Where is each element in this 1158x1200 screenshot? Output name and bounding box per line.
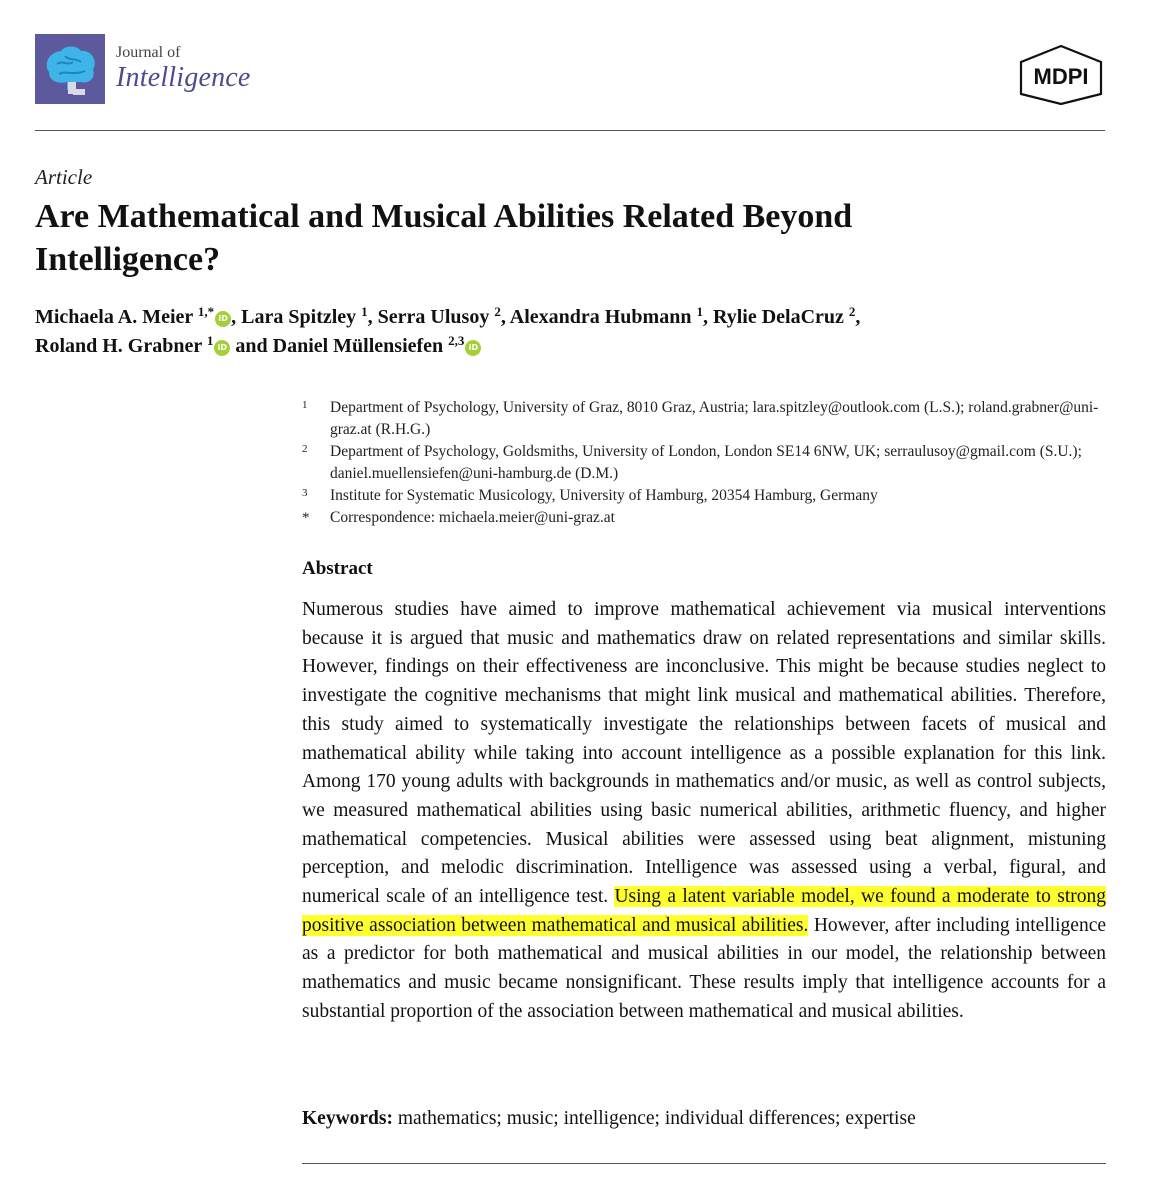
affiliations <box>302 397 1102 529</box>
orcid-icon[interactable]: iD <box>215 311 231 327</box>
author-separator: , <box>855 306 861 328</box>
highlighted-sentence: Using a latent variable model, we found a moderate to strong positive association between mathematical and musical abilities. <box>302 886 1106 936</box>
author-name: Daniel Müllensiefen <box>272 335 449 357</box>
author-affiliation-mark: 2 <box>848 304 856 319</box>
orcid-icon[interactable]: iD <box>465 340 481 356</box>
affiliation-mark: 1 <box>302 399 308 411</box>
author-list <box>35 303 1095 361</box>
keywords <box>302 1105 1106 1133</box>
abstract-text-part: Numerous studies have aimed to improve mathematical achievement via musical interventions because it is argued that music and mathematics draw on related representations and similar skills. However, findings on their effectiveness are inconclusive. This might be because studies neglect to investigate the cognitive mechanisms that might link musical and mathematical abilities. Therefore, this study aimed to systematically investigate the relationships between facets of musical and mathematical ability while taking into account intelligence as a possible explanation for this link. Among 170 young adults with backgrounds in mathematics and/or music, as well as control subjects, we measured mathematical abilities using basic numerical abilities, arithmetic fluency, and higher mathematical competencies. Musical abilities were assessed using beat alignment, mistuning perception, and melodic discrimination. Intelligence was assessed using a verbal, figural, and numerical scale of an intelligence test. <box>302 599 1106 908</box>
affiliation-item <box>302 485 1102 507</box>
affiliation-text: Department of Psychology, University of Graz, 8010 Graz, Austria; lara.spitzley@outlook.com (L.S.); roland.grabner@uni-graz.at (R.H.G.) <box>330 399 1099 438</box>
author-affiliation-mark: 1 <box>206 333 214 348</box>
affiliation-mark: 3 <box>302 487 308 499</box>
journal-prefix: Journal of <box>116 44 181 61</box>
affiliation-mark: * <box>302 510 310 526</box>
author-name: Michaela A. Meier <box>35 306 198 328</box>
keywords-label: Keywords: <box>302 1108 393 1129</box>
author-affiliation-mark: 1,* <box>197 304 215 319</box>
author-name: Serra Ulusoy <box>377 306 495 328</box>
abstract-text-part: However, after including intelligence as a predictor for both mathematical and musical abilities in our model, the relationship between mathematics and music became nonsignificant. These results imply that intelligence accounts for a substantial proportion of the association between mathematical and musical abilities. <box>302 914 1106 1022</box>
journal-logo <box>35 34 105 104</box>
affiliation-text: Correspondence: michaela.meier@uni-graz.at <box>330 509 615 526</box>
publisher-name: MDPI <box>1033 64 1089 89</box>
mdpi-logo <box>1017 44 1105 106</box>
affiliation-mark: 2 <box>302 443 308 455</box>
journal-name: Intelligence <box>116 62 251 93</box>
brain-icon <box>35 34 105 104</box>
author-name: Lara Spitzley <box>241 306 362 328</box>
author-separator: , <box>500 306 510 328</box>
author-name: Roland H. Grabner <box>35 335 207 357</box>
abstract-heading: Abstract <box>302 558 373 579</box>
author-affiliation-mark: 1 <box>361 304 368 319</box>
author-affiliation-mark: 2 <box>494 304 501 319</box>
header-divider <box>35 130 1105 131</box>
author-affiliation-mark: 1 <box>696 304 703 319</box>
author-name: Rylie DelaCruz <box>712 306 849 328</box>
affiliation-item <box>302 441 1102 485</box>
keywords-text: mathematics; music; intelligence; individual differences; expertise <box>397 1108 916 1129</box>
author-affiliation-mark: 2,3 <box>448 333 465 348</box>
author-separator: , <box>231 306 242 328</box>
article-type: Article <box>35 165 93 189</box>
affiliation-text: Department of Psychology, Goldsmiths, University of London, London SE14 6NW, UK; serraulusoy@gmail.com (S.U.); daniel.muellensiefen@uni-hamburg.de (D.M.) <box>330 443 1082 482</box>
footer-divider <box>302 1163 1106 1164</box>
affiliation-text: Institute for Systematic Musicology, University of Hamburg, 20354 Hamburg, Germany <box>330 487 878 504</box>
author-separator: and <box>230 335 273 357</box>
author-separator: , <box>367 306 378 328</box>
abstract-text <box>302 596 1106 1027</box>
journal-header <box>35 34 1105 106</box>
author-name: Alexandra Hubmann <box>509 306 697 328</box>
affiliation-item <box>302 397 1102 441</box>
affiliation-item <box>302 507 1102 529</box>
orcid-icon[interactable]: iD <box>214 340 230 356</box>
author-separator: , <box>702 306 713 328</box>
article-title: Are Mathematical and Musical Abilities Related Beyond Intelligence? <box>35 198 853 278</box>
